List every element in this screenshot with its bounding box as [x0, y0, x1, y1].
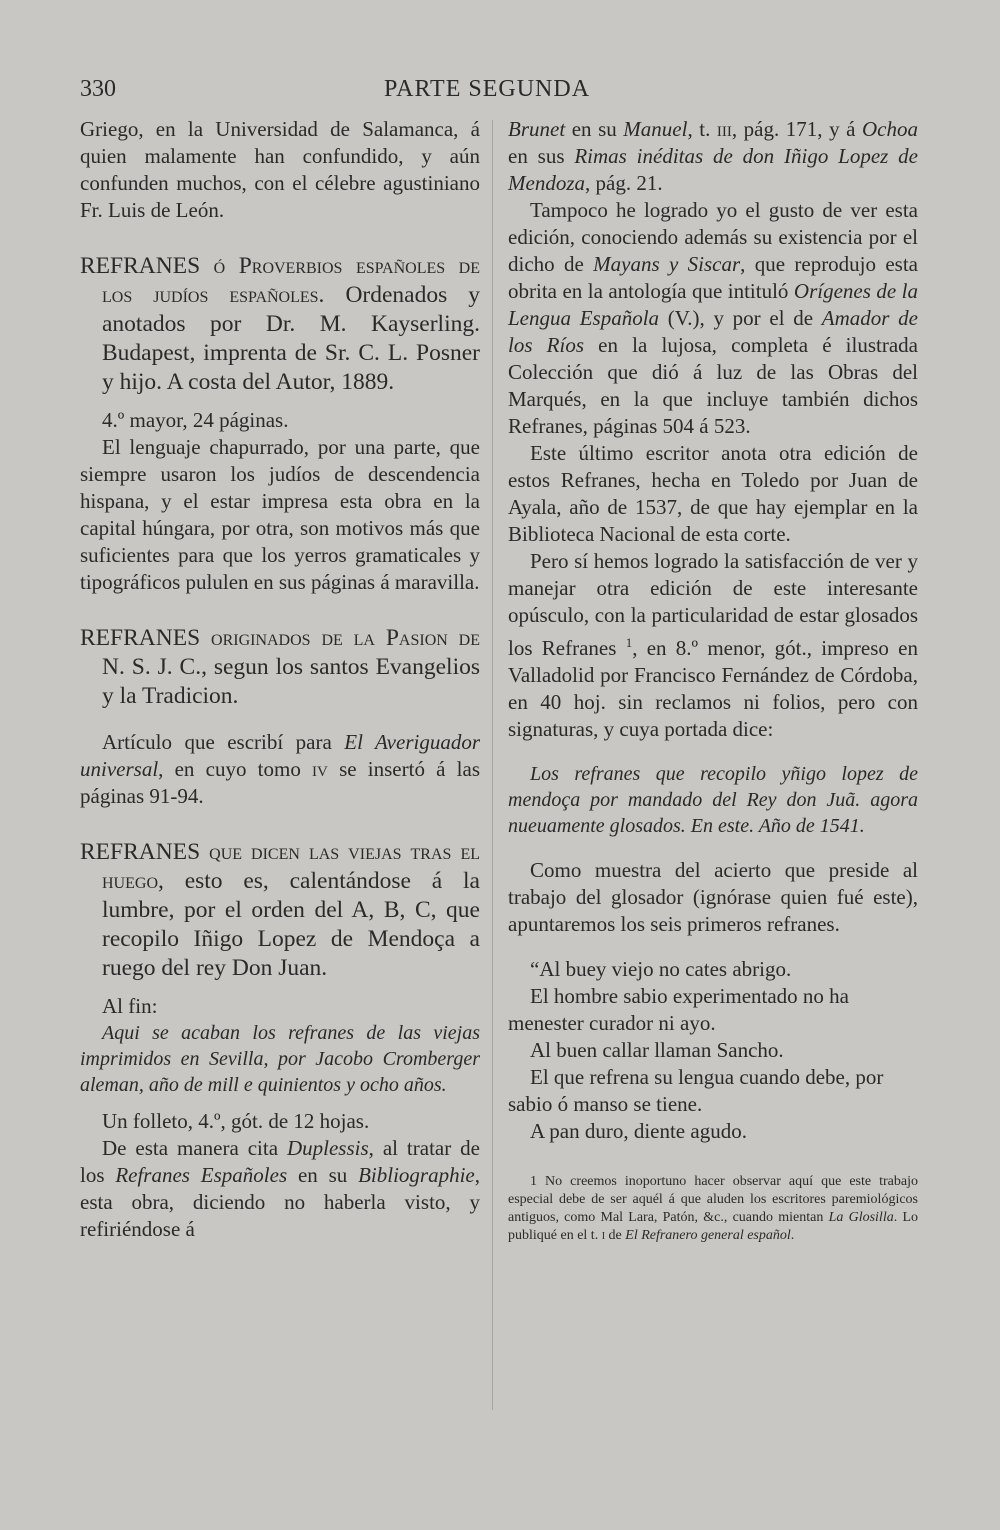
entry-note: Al fin:: [102, 994, 158, 1018]
entry-format: Un folleto, 4.º, gót. de 12 hojas.: [102, 1109, 370, 1133]
entry-body: De esta manera cita Duplessis, al tratar de los Refranes Españoles en su Bibliographie, esta obra, diciendo no haberla visto, y refiriéndose á: [80, 1136, 480, 1241]
right-column: [508, 116, 918, 1245]
continued-paragraph: Brunet en su Manuel, t. iii, pág. 171, y á Ochoa en sus Rimas inéditas de don Iñigo Lopez de Mendoza, pág. 21.: [508, 117, 918, 195]
entry-body: El lenguaje chapurrado, por una parte, que siempre usaron los judíos de descendencia hispana, y el estar impresa esta obra en la capital húngara, por otra, son motivos más que suficientes para que los yerros gramaticales y tipográficos pululen en sus páginas á maravilla.: [80, 435, 480, 594]
left-column: [80, 116, 480, 1243]
column-divider: [492, 120, 493, 1410]
footnote-ref: 1: [625, 635, 633, 650]
entry-heading-word: REFRANES: [80, 839, 201, 865]
entry-title-rest: N. S. J. C., segun los santos Evangelios y la Tradicion.: [102, 654, 480, 709]
entry-title-refranes-viejas: [80, 838, 480, 983]
body-paragraph: Pero sí hemos logrado la satisfacción de ver y manejar otra edición de este interesante opúsculo, con la particularidad de estar glosados los Refranes $^1$, en 8.º menor, gót., impreso en Valladolid por Francisco Fernández de Córdoba, en 40 hoj. sin reclamos ni folios, pero con signaturas, y cuya portada dice:: [508, 549, 919, 741]
entry-body: Artículo que escribí para El Averiguador universal, en cuyo tomo iv se insertó á las páginas 91-94.: [80, 730, 480, 808]
entry-heading-word: REFRANES: [80, 625, 201, 651]
body-paragraph: Como muestra del acierto que preside al trabajo del glosador (ignórase quien fué este), apuntaremos los seis primeros refranes.: [508, 858, 918, 936]
proverb-list: [508, 956, 918, 1145]
entry-title-refranes-proverbios: [80, 252, 480, 397]
body-paragraph: Este último escritor anota otra edición de estos Refranes, hecha en Toledo por Juan de Ayala, año de 1537, de que hay ejemplar en la Biblioteca Nacional de esta corte.: [508, 441, 918, 546]
entry-title-rest: , esto es, calentándose á la lumbre, por el orden del A, B, C, que recopilo Iñigo Lopez de Mendoça a ruego del rey Don Juan.: [102, 868, 480, 981]
entry-title-smallcaps: ó Proverbios españoles de los judíos españoles.: [102, 253, 480, 308]
proverb-line: Al buen callar llaman Sancho.: [530, 1038, 784, 1062]
entry-title-smallcaps: originados de la Pasion de: [200, 625, 480, 651]
body-paragraph: Tampoco he logrado yo el gusto de ver esta edición, conociendo además su existencia por el dicho de Mayans y Siscar, que reprodujo esta obrita en la antología que intituló Orígenes de la Lengua Española (V.), y por el de Amador de los Ríos en la lujosa, completa é ilustrada Colección que dió á luz de las Obras del Marqués, en la que incluye también dichos Refranes, páginas 504 á 523.: [508, 198, 918, 438]
colophon-quote: Aqui se acaban los refranes de las viejas imprimidos en Sevilla, por Jacobo Cromberger aleman, año de mill e quinientos y ocho años.: [80, 1022, 480, 1096]
proverb-line: “Al buey viejo no cates abrigo.: [530, 957, 792, 981]
entry-title-smallcaps: que dicen las viejas tras el huego: [102, 839, 480, 894]
page-number: 330: [80, 76, 116, 102]
entry-title-rest: Ordenados y anotados por Dr. M. Kayserling. Budapest, imprenta de Sr. C. L. Posner y hijo. A costa del Autor, 1889.: [102, 282, 480, 395]
proverb-line: A pan duro, diente agudo.: [530, 1119, 747, 1143]
title-page-quote: Los refranes que recopilo yñigo lopez de mendoça por mandado del Rey don Juã. agora nueuamente glosados. En este. Año de 1541.: [508, 763, 918, 837]
running-head: PARTE SEGUNDA: [384, 76, 591, 102]
proverb-line: El que refrena su lengua cuando debe, por sabio ó manso se tiene.: [508, 1065, 884, 1116]
intro-paragraph: Griego, en la Universidad de Salamanca, á quien malamente han confundido, y aún confunden muchos, con el célebre agustiniano Fr. Luis de León.: [80, 117, 480, 222]
entry-format: 4.º mayor, 24 páginas.: [102, 408, 289, 432]
footnote: 1 No creemos inoportuno hacer observar aquí que este trabajo especial debe de ser aquél á que aluden los escritores paremiológicos antiguos, como Mal Lara, Patón, &c., cuando mientan La Glosilla. Lo publiqué en el t. i de El Refranero general español.: [508, 1174, 918, 1243]
proverb-line: El hombre sabio experimentado no ha menester curador ni ayo.: [508, 984, 849, 1035]
entry-heading-word: REFRANES: [80, 253, 201, 279]
entry-title-refranes-pasion: [80, 624, 480, 711]
